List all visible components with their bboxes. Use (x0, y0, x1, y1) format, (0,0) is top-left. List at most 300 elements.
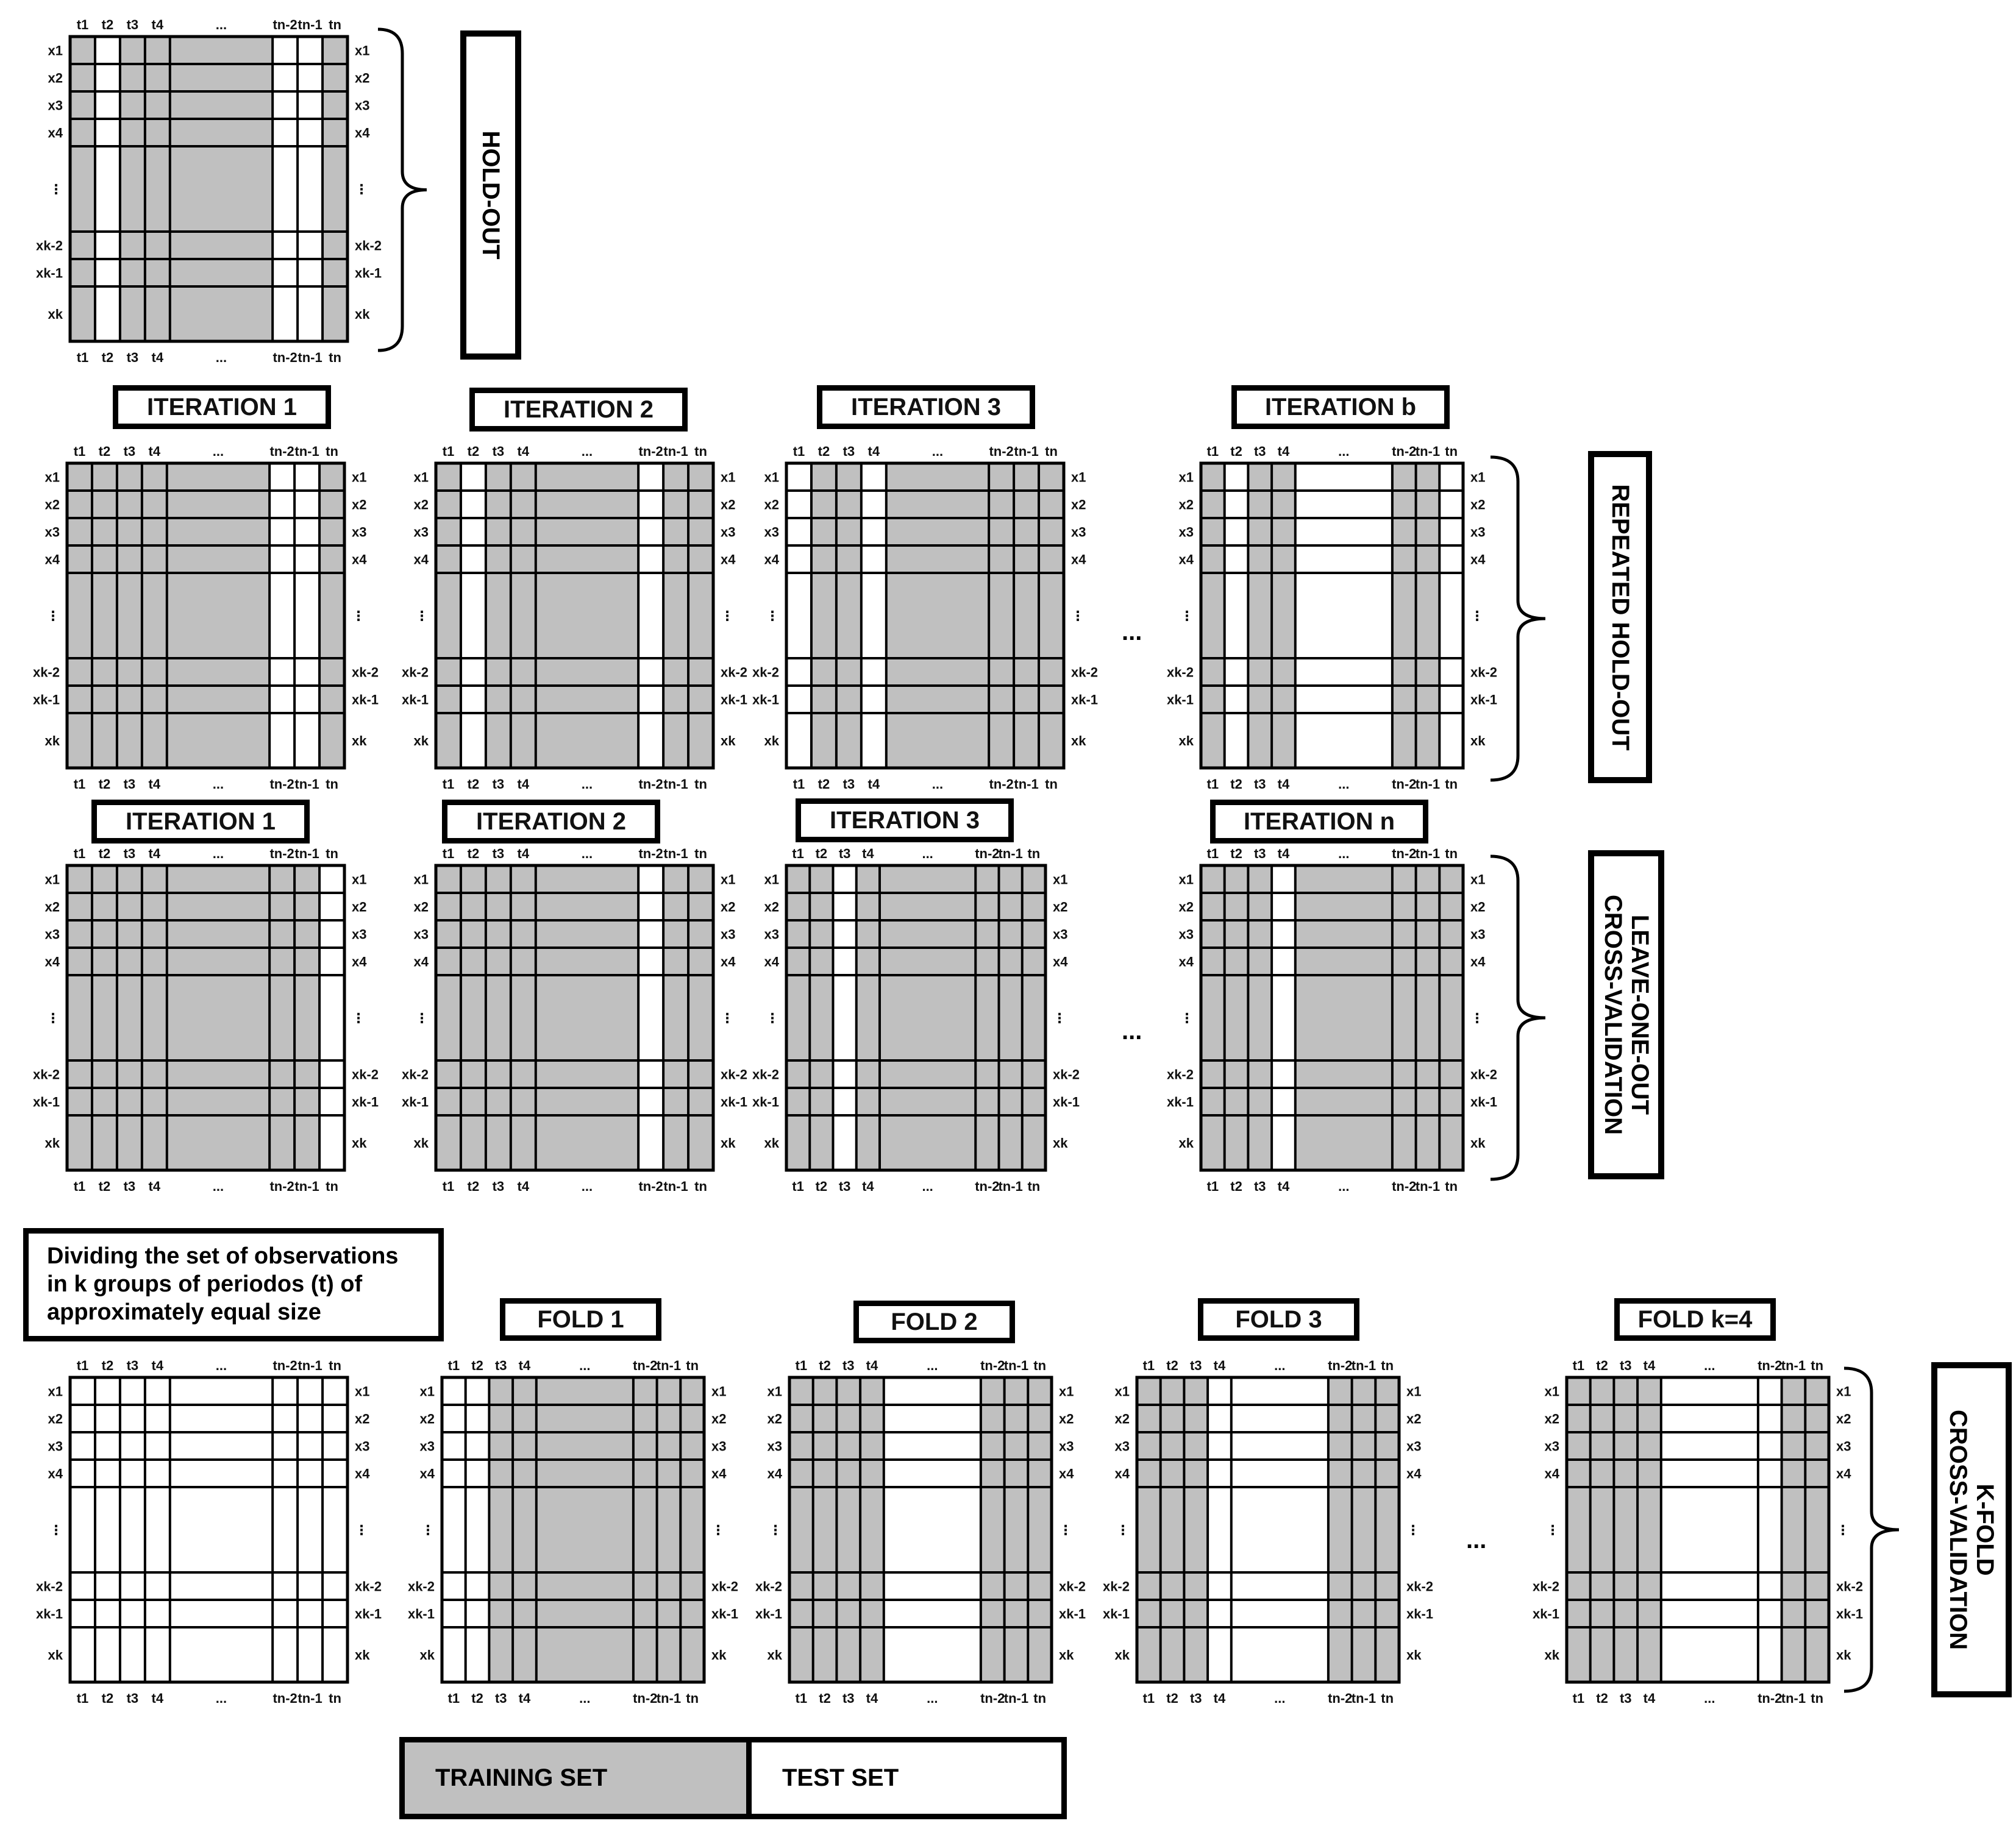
x-label: xk (355, 307, 370, 322)
x-label: x1 (721, 469, 736, 485)
x-label: xk (1114, 1647, 1130, 1663)
test-column (1295, 463, 1392, 768)
x-label: xk-2 (721, 1067, 748, 1082)
x-label: xk (352, 733, 367, 748)
t-label: t3 (1619, 1358, 1632, 1373)
t-label: tn-1 (663, 846, 688, 861)
x-label: x2 (355, 1411, 370, 1427)
legend-test: TEST SET (752, 1742, 1061, 1814)
x-label: xk-2 (352, 664, 379, 680)
x-label: x2 (1836, 1411, 1851, 1427)
t-label: ... (215, 1358, 227, 1373)
t-label: t4 (867, 776, 880, 792)
x-label: x1 (1406, 1383, 1422, 1399)
t-label: t4 (1277, 1179, 1290, 1194)
x-label: x3 (1178, 524, 1194, 540)
x-label: xk-2 (1406, 1579, 1434, 1594)
x-label: x2 (48, 1411, 63, 1427)
test-column (294, 463, 319, 768)
t-label: ... (927, 1358, 938, 1373)
x-label: x2 (1470, 899, 1486, 915)
x-label: x3 (1059, 1438, 1074, 1454)
x-label: xk-2 (355, 1579, 382, 1594)
test-column (297, 1377, 322, 1682)
x-label: xk-1 (355, 1606, 382, 1622)
test-column (322, 1377, 347, 1682)
t-label: tn-1 (297, 17, 322, 32)
iteration-title: ITERATION b (1231, 385, 1450, 429)
t-label: tn-1 (297, 1691, 322, 1706)
t-label: t3 (842, 1358, 855, 1373)
x-label: xk (413, 1135, 429, 1151)
t-label: t2 (815, 1179, 828, 1194)
x-label: x3 (352, 524, 367, 540)
legend (399, 1737, 1067, 1819)
t-label: t3 (1253, 444, 1266, 459)
t-label: t2 (1230, 1179, 1242, 1194)
x-label: x1 (764, 872, 779, 887)
x-label: x2 (1178, 497, 1194, 513)
x-label: ⋮ (711, 1522, 725, 1538)
split-grid (752, 444, 1098, 792)
holdout-label: HOLD-OUT (477, 130, 504, 260)
t-label: tn-2 (1392, 1179, 1417, 1194)
t-label: t1 (76, 350, 89, 365)
t-label: tn-2 (272, 350, 297, 365)
t-label: t1 (442, 776, 455, 792)
x-label: xk-1 (752, 692, 779, 708)
brace (378, 29, 427, 350)
t-label: tn-2 (1392, 846, 1417, 861)
test-column (272, 37, 297, 341)
x-label: xk-2 (401, 664, 429, 680)
t-label: t3 (126, 1691, 139, 1706)
t-label: t1 (73, 846, 86, 861)
x-label: x2 (45, 497, 60, 513)
t-label: t4 (1213, 1691, 1226, 1706)
x-label: x4 (1470, 552, 1486, 567)
iteration-title: ITERATION 3 (817, 385, 1035, 429)
split-grid (36, 1358, 382, 1706)
x-label: x3 (1114, 1438, 1130, 1454)
x-label: x4 (1059, 1466, 1074, 1482)
iteration-title: ITERATION 1 (91, 800, 310, 843)
x-label: xk (1406, 1647, 1422, 1663)
t-label: tn-1 (1415, 1179, 1441, 1194)
x-label: xk-2 (32, 1067, 60, 1082)
x-label: ⋮ (1180, 1010, 1194, 1026)
x-label: x3 (1470, 524, 1486, 540)
x-label: ⋮ (1053, 1010, 1066, 1026)
x-label: x4 (1406, 1466, 1422, 1482)
x-label: x4 (355, 1466, 370, 1482)
x-label: x4 (48, 125, 63, 141)
x-label: x2 (352, 899, 367, 915)
split-grid (755, 1358, 1086, 1706)
t-label: tn (686, 1358, 699, 1373)
t-label: ... (927, 1691, 938, 1706)
x-label: xk-1 (35, 265, 63, 281)
x-label: x4 (1178, 954, 1194, 970)
x-label: x3 (721, 926, 736, 942)
test-column (170, 1377, 272, 1682)
t-label: tn-1 (1003, 1358, 1029, 1373)
fold-title: FOLD 2 (853, 1301, 1015, 1343)
x-label: xk-2 (35, 1579, 63, 1594)
t-label: tn (694, 1179, 707, 1194)
t-label: tn-1 (663, 444, 688, 459)
x-label: x1 (419, 1383, 435, 1399)
t-label: t4 (518, 1691, 531, 1706)
t-label: ... (1704, 1358, 1715, 1373)
x-label: xk-2 (355, 238, 382, 254)
x-label: x1 (352, 469, 367, 485)
t-label: t4 (148, 1179, 161, 1194)
ellipsis: ... (1122, 619, 1142, 645)
x-label: x3 (764, 524, 779, 540)
t-label: t2 (467, 444, 480, 459)
t-label: tn-1 (663, 1179, 688, 1194)
t-label: t1 (442, 1179, 455, 1194)
x-label: xk-1 (352, 1094, 379, 1110)
x-label: x4 (45, 552, 60, 567)
x-label: xk-2 (1102, 1579, 1130, 1594)
test-column (638, 463, 663, 768)
x-label: xk-1 (355, 265, 382, 281)
x-label: x1 (48, 43, 63, 59)
t-label: t1 (793, 444, 805, 459)
t-label: tn (1445, 846, 1458, 861)
x-label: ⋮ (352, 608, 365, 623)
x-label: ⋮ (1406, 1522, 1420, 1538)
x-label: ⋮ (1180, 608, 1194, 623)
t-label: t3 (492, 776, 505, 792)
t-label: t1 (1206, 1179, 1219, 1194)
x-label: ⋮ (49, 1522, 63, 1538)
x-label: x1 (767, 1383, 782, 1399)
t-label: tn (329, 1358, 341, 1373)
t-label: t2 (1230, 776, 1242, 792)
t-label: tn-2 (1392, 776, 1417, 792)
t-label: tn (1027, 1179, 1041, 1194)
t-label: t4 (1277, 444, 1290, 459)
t-label: tn (1027, 846, 1041, 861)
t-label: tn-2 (272, 17, 297, 32)
t-label: tn-2 (1392, 444, 1417, 459)
t-label: t3 (1253, 1179, 1266, 1194)
t-label: t1 (1142, 1358, 1155, 1373)
x-label: x1 (1544, 1383, 1559, 1399)
t-label: tn-2 (975, 1179, 1000, 1194)
t-label: t1 (795, 1358, 808, 1373)
t-label: ... (1338, 776, 1350, 792)
x-label: x2 (1178, 899, 1194, 915)
t-label: tn-2 (638, 1179, 663, 1194)
x-label: x4 (1053, 954, 1068, 970)
t-label: tn-1 (1415, 846, 1441, 861)
t-label: ... (215, 1691, 227, 1706)
x-label: ⋮ (721, 1010, 734, 1026)
test-column (861, 463, 886, 768)
x-label: xk-2 (1166, 664, 1194, 680)
iteration-title: ITERATION 2 (469, 388, 688, 432)
t-label: tn (686, 1691, 699, 1706)
x-label: xk-2 (1836, 1579, 1864, 1594)
t-label: t2 (817, 444, 830, 459)
x-label: xk (48, 307, 63, 322)
x-label: x3 (355, 1438, 370, 1454)
t-label: tn-1 (1003, 1691, 1029, 1706)
t-label: tn-2 (638, 846, 663, 861)
x-label: x3 (711, 1438, 727, 1454)
x-label: x2 (1071, 497, 1086, 513)
t-label: t2 (819, 1358, 831, 1373)
t-label: tn (1045, 444, 1058, 459)
iteration-title: ITERATION 3 (796, 798, 1014, 842)
t-label: t3 (494, 1358, 507, 1373)
x-label: xk (45, 1135, 60, 1151)
x-label: xk-1 (401, 1094, 429, 1110)
t-label: tn (326, 776, 338, 792)
x-label: xk-2 (752, 1067, 779, 1082)
x-label: x2 (711, 1411, 727, 1427)
t-label: tn-2 (272, 1691, 297, 1706)
t-label: t2 (1230, 444, 1242, 459)
x-label: x2 (1544, 1411, 1559, 1427)
t-label: t2 (98, 776, 111, 792)
x-label: xk (48, 1647, 63, 1663)
t-label: ... (581, 1179, 593, 1194)
split-grid (1533, 1358, 1863, 1706)
x-label: xk-2 (752, 664, 779, 680)
t-label: ... (212, 846, 224, 861)
x-label: xk-2 (721, 664, 748, 680)
t-label: t3 (123, 1179, 136, 1194)
split-grid (1167, 444, 1497, 792)
t-label: tn-1 (656, 1691, 682, 1706)
t-label: ... (1338, 846, 1350, 861)
t-label: t3 (1189, 1358, 1202, 1373)
x-label: x4 (45, 954, 60, 970)
x-label: x4 (721, 954, 736, 970)
t-label: t1 (1572, 1358, 1585, 1373)
t-label: ... (215, 17, 227, 32)
t-label: ... (931, 444, 944, 459)
x-label: x1 (1053, 872, 1068, 887)
x-label: x1 (1178, 872, 1194, 887)
x-label: xk (1178, 733, 1194, 748)
x-label: ⋮ (49, 182, 63, 197)
kfold-label-box (1931, 1362, 2012, 1697)
test-column (461, 463, 486, 768)
t-label: t1 (1206, 846, 1219, 861)
t-label: tn-2 (638, 776, 663, 792)
x-label: xk-2 (35, 238, 63, 254)
t-label: t3 (123, 444, 136, 459)
x-label: x2 (1114, 1411, 1130, 1427)
t-label: t4 (866, 1358, 878, 1373)
test-column (95, 1377, 120, 1682)
x-label: x3 (1544, 1438, 1559, 1454)
test-column (638, 865, 663, 1170)
x-label: xk-1 (755, 1606, 782, 1622)
t-label: t2 (101, 350, 114, 365)
t-label: tn (326, 444, 338, 459)
t-label: ... (1274, 1691, 1286, 1706)
split-grid (402, 846, 747, 1194)
x-label: xk-2 (1470, 664, 1498, 680)
x-label: x2 (48, 70, 63, 86)
brace (1844, 1368, 1899, 1691)
t-label: t3 (1189, 1691, 1202, 1706)
t-label: t2 (98, 846, 111, 861)
test-column (269, 463, 294, 768)
test-column (70, 1377, 95, 1682)
x-label: x1 (352, 872, 367, 887)
x-label: xk (767, 1647, 782, 1663)
t-label: tn (1033, 1691, 1047, 1706)
x-label: xk (355, 1647, 370, 1663)
t-label: tn-1 (656, 1358, 682, 1373)
t-label: tn-2 (989, 444, 1014, 459)
t-label: tn (329, 17, 341, 32)
t-label: tn-1 (1415, 776, 1441, 792)
t-label: t3 (838, 1179, 851, 1194)
t-label: t2 (471, 1691, 483, 1706)
x-label: ⋮ (1470, 608, 1484, 623)
t-label: tn (1811, 1358, 1824, 1373)
x-label: x2 (355, 70, 370, 86)
kfold-label-line1: K-FOLD (1971, 1483, 1998, 1576)
t-label: t2 (101, 1358, 114, 1373)
t-label: ... (922, 1179, 933, 1194)
t-label: tn (1033, 1358, 1047, 1373)
t-label: ... (579, 1358, 591, 1373)
t-label: t3 (842, 776, 855, 792)
test-column (297, 37, 322, 341)
training-area (786, 463, 1064, 768)
x-label: x3 (1836, 1438, 1851, 1454)
test-column (1225, 463, 1248, 768)
x-label: xk-2 (401, 1067, 429, 1082)
x-label: ⋮ (355, 1522, 368, 1538)
loocv-label-line1: LEAVE-ONE-OUT (1626, 914, 1653, 1115)
loocv-label-box (1588, 850, 1664, 1179)
t-label: tn-2 (989, 776, 1014, 792)
x-label: xk-1 (401, 692, 429, 708)
t-label: tn-2 (269, 444, 294, 459)
x-label: x3 (1053, 926, 1068, 942)
t-label: t2 (98, 1179, 111, 1194)
x-label: x4 (1470, 954, 1486, 970)
x-label: x2 (352, 497, 367, 513)
x-label: xk (1544, 1647, 1559, 1663)
x-label: x2 (1470, 497, 1486, 513)
t-label: t3 (123, 776, 136, 792)
x-label: ⋮ (1836, 1522, 1850, 1538)
t-label: t2 (1166, 1358, 1178, 1373)
test-column (833, 865, 857, 1170)
x-label: x1 (1470, 469, 1486, 485)
brace (1491, 856, 1545, 1179)
t-label: t4 (148, 776, 161, 792)
x-label: xk-1 (721, 692, 748, 708)
fold-title: FOLD k=4 (1614, 1298, 1776, 1341)
x-label: x3 (1071, 524, 1086, 540)
t-label: t1 (793, 776, 805, 792)
x-label: xk-1 (721, 1094, 748, 1110)
t-label: t3 (1253, 776, 1266, 792)
x-label: xk-2 (352, 1067, 379, 1082)
t-label: tn-1 (1415, 444, 1441, 459)
t-label: t3 (126, 1358, 139, 1373)
t-label: t2 (467, 1179, 480, 1194)
t-label: tn-2 (633, 1358, 658, 1373)
x-label: xk-1 (35, 1606, 63, 1622)
x-label: x4 (1178, 552, 1194, 567)
x-label: xk-2 (1053, 1067, 1080, 1082)
t-label: t2 (815, 846, 828, 861)
x-label: x4 (413, 552, 429, 567)
t-label: tn (326, 846, 338, 861)
t-label: ... (581, 776, 593, 792)
t-label: t3 (123, 846, 136, 861)
x-label: x2 (721, 899, 736, 915)
t-label: tn (326, 1179, 338, 1194)
x-label: xk (711, 1647, 727, 1663)
x-label: xk (1053, 1135, 1068, 1151)
t-label: t4 (148, 444, 161, 459)
t-label: t1 (1206, 444, 1219, 459)
t-label: t1 (442, 444, 455, 459)
x-label: ⋮ (46, 1010, 60, 1026)
x-label: xk-1 (407, 1606, 435, 1622)
t-label: ... (579, 1691, 591, 1706)
x-label: xk (1836, 1647, 1851, 1663)
x-label: xk-1 (1166, 692, 1194, 708)
t-label: tn-2 (638, 444, 663, 459)
fold-title: FOLD 3 (1198, 1298, 1359, 1341)
t-label: t2 (98, 444, 111, 459)
test-column (1272, 865, 1295, 1170)
x-label: xk-2 (1071, 664, 1099, 680)
t-label: t2 (817, 776, 830, 792)
x-label: x1 (1470, 872, 1486, 887)
training-area (436, 865, 713, 1170)
split-grid (1167, 846, 1497, 1194)
t-label: tn-1 (1014, 444, 1039, 459)
t-label: ... (212, 1179, 224, 1194)
x-label: xk-2 (32, 664, 60, 680)
t-label: tn-1 (294, 776, 319, 792)
test-column (1758, 1377, 1782, 1682)
test-column (120, 1377, 145, 1682)
t-label: tn-2 (1328, 1358, 1353, 1373)
t-label: tn-1 (998, 1179, 1023, 1194)
x-label: ⋮ (1546, 1522, 1559, 1538)
t-label: t3 (126, 17, 139, 32)
t-label: t4 (518, 1358, 531, 1373)
x-label: x2 (764, 899, 779, 915)
x-label: x4 (721, 552, 736, 567)
x-label: x4 (711, 1466, 727, 1482)
split-grid (408, 1358, 738, 1706)
test-column (1231, 1377, 1328, 1682)
t-label: tn-1 (1351, 1358, 1377, 1373)
x-label: x1 (1114, 1383, 1130, 1399)
x-label: ⋮ (721, 608, 734, 623)
x-label: x2 (764, 497, 779, 513)
